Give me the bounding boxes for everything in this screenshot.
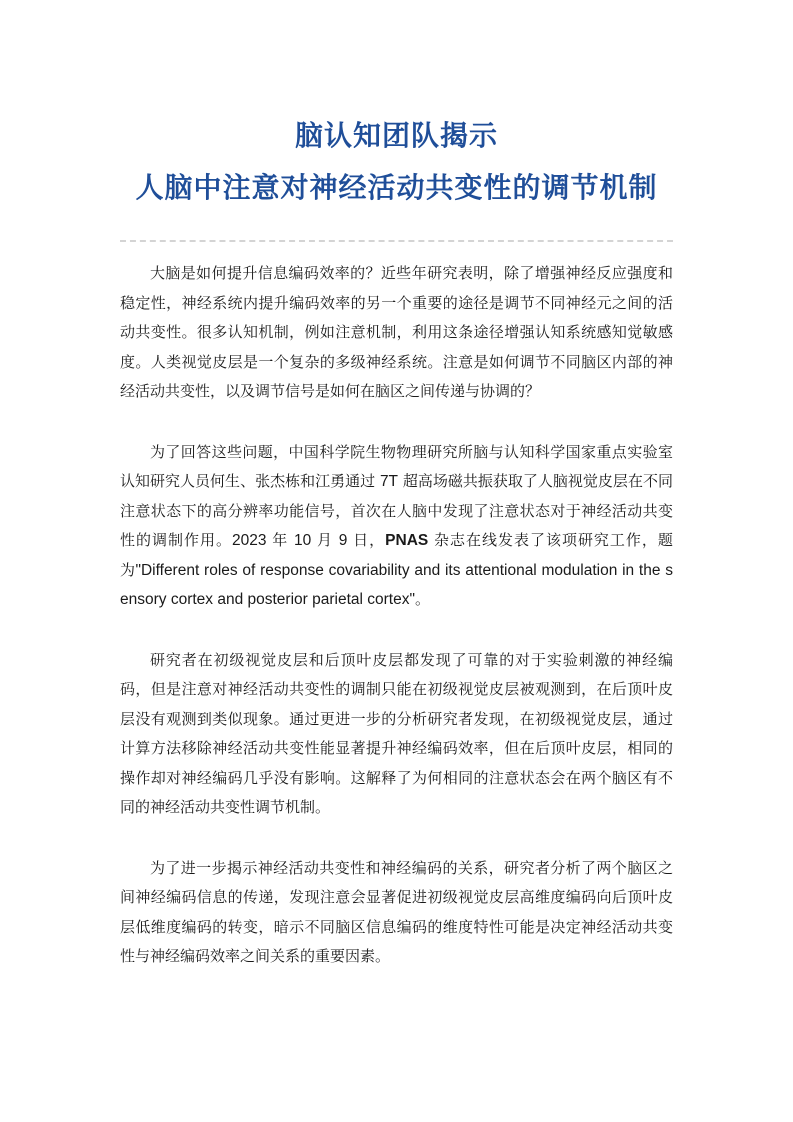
page-title bbox=[0, 110, 793, 214]
paragraph-2-text-a: 为了回答这些问题，中国科学院生物物理研究所脑与认知科学国家重点实验室认知研究人员何生、张杰栋和江勇通过 bbox=[120, 442, 673, 490]
title-divider bbox=[120, 240, 673, 242]
paragraph-2-end: 。 bbox=[414, 590, 430, 608]
field-strength: 7T bbox=[379, 473, 399, 490]
paragraph-2-text-c: 超高场磁共振获取了人脑视觉皮层在不同注意状态下的高分辨率功能信号，首次在人脑中发现了注意状态对于神经活动共变性的调制作用。 bbox=[120, 472, 673, 549]
paragraph-4: 为了进一步揭示神经活动共变性和神经编码的关系，研究者分析了两个脑区之间神经编码信息的传递，发现注意会显著促进初级视觉皮层高维度编码向后顶叶皮层低维度编码的转变，暗示不同脑区信息编码的维度特性可能是决定神经活动共变性与神经编码效率之间关系的重要因素。 bbox=[120, 858, 673, 965]
day-unit: 日， bbox=[353, 531, 386, 549]
month-unit: 月 bbox=[317, 531, 333, 549]
journal-name: PNAS bbox=[385, 532, 429, 549]
paragraph-1: 大脑是如何提升信息编码效率的？近些年研究表明，除了增强神经反应强度和稳定性，神经系统内提升编码效率的另一个重要的途径是调节不同神经元之间的活动共变性。很多认知机制，例如注意机制，利用这条途径增强认知系统感知觉敏感度。人类视觉皮层是一个复杂的多级神经系统。注意是如何调节不同脑区内部的神经活动共变性，以及调节信号是如何在脑区之间传递与协调的？ bbox=[120, 264, 673, 400]
paper-title: "Different roles of response covariability and its attentional modulation in the sensory cortex and posterior parietal cortex" bbox=[120, 561, 673, 608]
year-unit: 年 bbox=[272, 531, 289, 549]
paragraph-2-text-k: 杂志在线发表了该项研究工作，题为 bbox=[120, 531, 673, 579]
paragraph-3: 研究者在初级视觉皮层和后顶叶皮层都发现了可靠的对于实验刺激的神经编码，但是注意对神经活动共变性的调制只能在初级视觉皮层被观测到，在后顶叶皮层没有观测到类似现象。通过更进一步的分析研究者发现，在初级视觉皮层，通过计算方法移除神经活动共变性能显著提升神经编码效率，但在后顶叶皮层，相同的操作却对神经编码几乎没有影响。这解释了为何相同的注意状态会在两个脑区有不同的神经活动共变性调节机制。 bbox=[120, 650, 673, 816]
publish-month: 10 bbox=[293, 532, 312, 549]
title-line-1: 脑认知团队揭示 bbox=[294, 119, 498, 152]
article-body bbox=[120, 259, 673, 1003]
publish-year: 2023 bbox=[231, 532, 267, 549]
paragraph-2 bbox=[120, 438, 673, 615]
publish-day: 9 bbox=[338, 532, 348, 549]
title-line-2: 人脑中注意对神经活动共变性的调节机制 bbox=[135, 171, 658, 204]
